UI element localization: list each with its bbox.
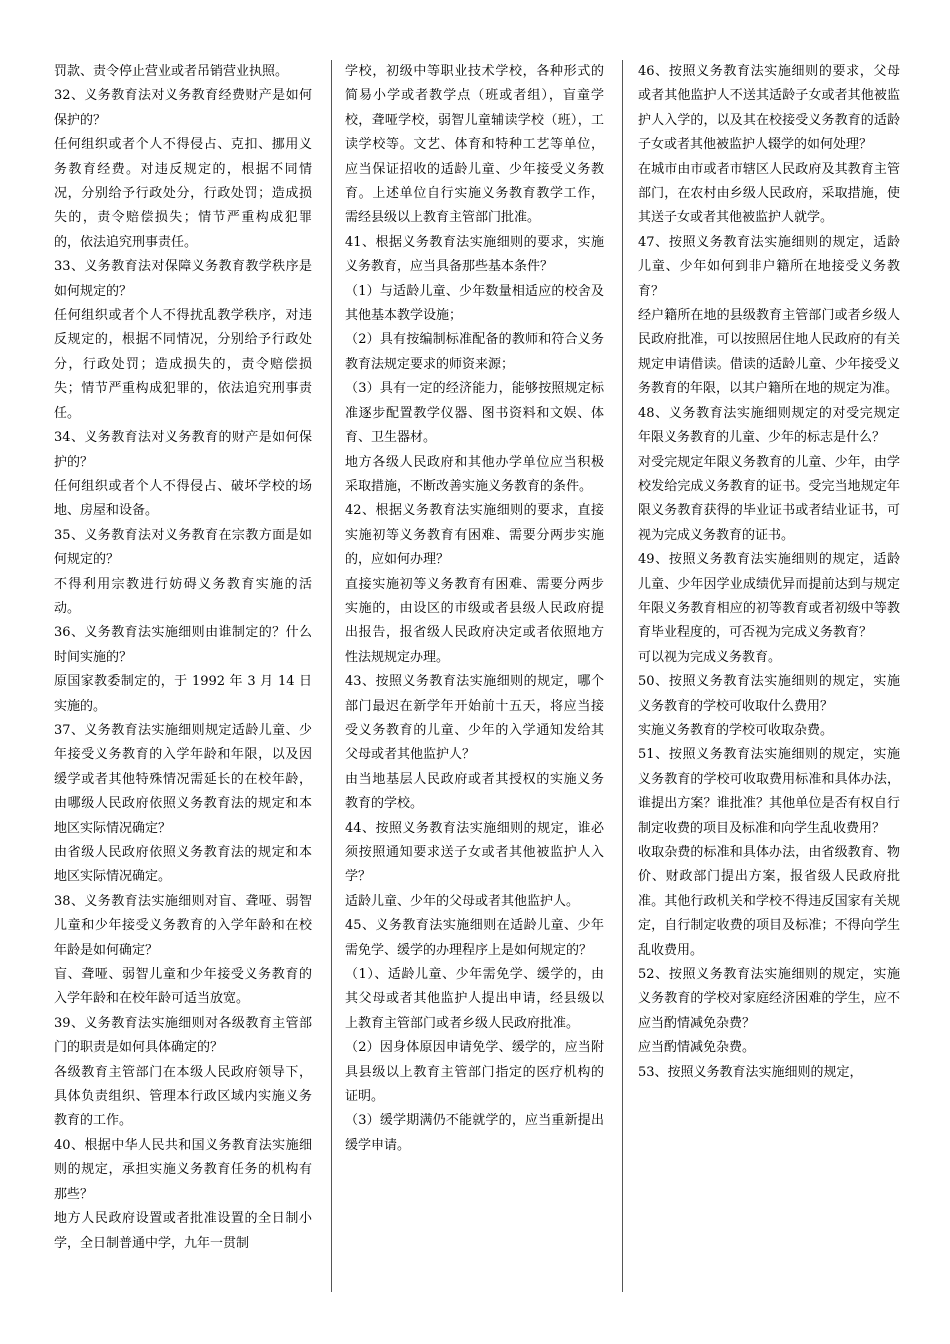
paragraph: 由省级人民政府依照义务教育法的规定和本地区实际情况确定。	[54, 845, 312, 885]
paragraph: （3）缓学期满仍不能就学的，应当重新提出缓学申请。	[345, 1113, 604, 1153]
paragraph: （1）、适龄儿童、少年需免学、缓学的，由其父母或者其他监护人提出申请，经县级以上教育主管部门或者乡级人民政府批准。	[345, 967, 604, 1031]
paragraph: 罚款、责令停止营业或者吊销营业执照。	[54, 64, 289, 79]
paragraph: （1）与适龄儿童、少年数量相适应的校舍及其他基本教学设施；	[345, 283, 604, 324]
paragraph: 50、按照义务教育法实施细则的规定，实施义务教育的学校可收取什么费用？	[638, 674, 900, 714]
paragraph: 53、按照义务教育法实施细则的规定，	[638, 1064, 863, 1080]
column-divider	[331, 60, 332, 1292]
paragraph: 51、按照义务教育法实施细则的规定，实施义务教育的学校可收取费用标准和具体办法，谁提出方案？谁批准？其他单位是否有权自行制定收费的项目及标准和向学生乱收费用？	[638, 747, 900, 836]
column-divider	[622, 60, 623, 1292]
text-column-left	[54, 60, 312, 1285]
paragraph: 49、按照义务教育法实施细则的规定，适龄儿童、少年因学业成绩优异而提前达到与规定年限义务教育相应的初等教育或者初级中等教育毕业程度的，可否视为完成义务教育？	[638, 552, 900, 641]
paragraph: （3）具有一定的经济能力，能够按照规定标准逐步配置教学仪器、图书资料和文娱、体育、卫生器材。	[345, 381, 604, 446]
paragraph: 43、按照义务教育法实施细则的规定，哪个部门最迟在新学年开始前十五天，将应当接受义务教育的儿童、少年的入学通知发给其父母或者其他监护人？	[345, 674, 604, 763]
paragraph: 35、义务教育法对义务教育在宗教方面是如何规定的？	[54, 527, 312, 568]
text-column-right	[638, 60, 900, 1285]
paragraph: 48、义务教育法实施细则规定的对受完规定年限义务教育的儿童、少年的标志是什么？	[638, 405, 900, 446]
paragraph: 地方人民政府设置或者批准设置的全日制小学，全日制普通中学，九年一贯制	[54, 1211, 312, 1251]
paragraph: 47、按照义务教育法实施细则的规定，适龄儿童、少年如何到非户籍所在地接受义务教育？	[638, 234, 900, 299]
paragraph: 任何组织或者个人不得侵占、破坏学校的场地、房屋和设备。	[54, 478, 312, 519]
paragraph: （2）因身体原因申请免学、缓学的，应当附具县级以上教育主管部门指定的医疗机构的证明。	[345, 1040, 604, 1105]
paragraph: （2）具有按编制标准配备的教师和符合义务教育法规定要求的师资来源；	[345, 332, 604, 372]
paragraph: 收取杂费的标准和具体办法，由省级教育、物价、财政部门提出方案，报省级人民政府批准。其他行政机关和学校不得违反国家有关规定，自行制定收费的项目及标准；不得向学生乱收费用。	[638, 845, 900, 958]
paragraph: 地方各级人民政府和其他办学单位应当积极采取措施，不断改善实施义务教育的条件。	[345, 454, 604, 494]
paragraph: 任何组织或者个人不得扰乱教学秩序，对违反规定的，根据不同情况，分别给予行政处分，行政处罚；造成损失的，责令赔偿损失；情节严重构成犯罪的，依法追究刑事责任。	[54, 308, 312, 421]
paragraph: 可以视为完成义务教育。	[638, 649, 782, 665]
paragraph: 36、义务教育法实施细则由谁制定的？什么时间实施的？	[54, 625, 312, 665]
paragraph: 经户籍所在地的县级教育主管部门或者乡级人民政府批准，可以按照居住地人民政府的有关规定申请借读。借读的适龄儿童、少年接受义务教育的年限，以其户籍所在地的规定为准。	[638, 308, 900, 397]
paragraph: 46、按照义务教育法实施细则的要求，父母或者其他监护人不送其适龄子女或者其他被监护人入学的，以及其在校接受义务教育的适龄子女或者其他被监护人辍学的如何处理？	[638, 64, 900, 153]
paragraph: 44、按照义务教育法实施细则的规定，谁必须按照通知要求送子女或者其他被监护人入学？	[345, 820, 604, 885]
paragraph: 盲、聋哑、弱智儿童和少年接受义务教育的入学年龄和在校年龄可适当放宽。	[54, 967, 312, 1007]
text-column-middle	[345, 60, 604, 1285]
paragraph: 实施义务教育的学校可收取杂费。	[638, 722, 834, 738]
paragraph: 41、根据义务教育法实施细则的要求，实施义务教育，应当具备那些基本条件？	[345, 234, 604, 275]
paragraph: 应当酌情减免杂费。	[638, 1040, 756, 1056]
paragraph: 45、义务教育法实施细则在适龄儿童、少年需免学、缓学的办理程序上是如何规定的？	[345, 918, 604, 958]
paragraph: 37、义务教育法实施细则规定适龄儿童、少年接受义务教育的入学年龄和年限，以及因缓学或者其他特殊情况需延长的在校年龄，由哪级人民政府依照义务教育法的规定和本地区实际情况确定？	[54, 722, 312, 836]
paragraph: 38、义务教育法实施细则对盲、聋哑、弱智儿童和少年接受义务教育的入学年龄和在校年龄是如何确定？	[54, 893, 312, 958]
paragraph: 适龄儿童、少年的父母或者其他监护人。	[345, 893, 580, 909]
paragraph: 对受完规定年限义务教育的儿童、少年，由学校发给完成义务教育的证书。受完当地规定年限义务教育获得的毕业证书或者结业证书，可视为完成义务教育的证书。	[638, 454, 900, 543]
paragraph: 32、义务教育法对义务教育经费财产是如何保护的？	[54, 88, 312, 128]
paragraph: 学校，初级中等职业技术学校，各种形式的简易小学或者教学点（班或者组），盲童学校，聋哑学校，弱智儿童辅读学校（班），工读学校等。文艺、体育和特种工艺等单位，应当保证招收的适龄儿童、少年接受义务教育。上述单位自行实施义务教育教学工作，需经县级以上教育主管部门批准。	[345, 64, 604, 226]
paragraph: 在城市由市或者市辖区人民政府及其教育主管部门，在农村由乡级人民政府，采取措施，使其送子女或者其他被监护人就学。	[638, 161, 900, 226]
paragraph: 由当地基层人民政府或者其授权的实施义务教育的学校。	[345, 771, 604, 812]
paragraph: 40、根据中华人民共和国义务教育法实施细则的规定，承担实施义务教育任务的机构有那些？	[54, 1137, 312, 1202]
paragraph: 39、义务教育法实施细则对各级教育主管部门的职责是如何具体确定的？	[54, 1015, 312, 1056]
paragraph: 52、按照义务教育法实施细则的规定，实施义务教育的学校对家庭经济困难的学生，应不应当酌情减免杂费？	[638, 967, 900, 1031]
paragraph: 任何组织或者个人不得侵占、克扣、挪用义务教育经费。对违反规定的，根据不同情况，分别给予行政处分，行政处罚；造成损失的，责令赔偿损失；情节严重构成犯罪的，依法追究刑事责任。	[54, 137, 312, 250]
paragraph: 42、根据义务教育法实施细则的要求，直接实施初等义务教育有困难、需要分两步实施的，应如何办理？	[345, 503, 604, 568]
paragraph: 直接实施初等义务教育有困难、需要分两步实施的，由设区的市级或者县级人民政府提出报告，报省级人民政府决定或者依照地方性法规规定办理。	[345, 576, 604, 665]
paragraph: 原国家教委制定的，于 1992 年 3 月 14 日实施的。	[54, 674, 312, 714]
paragraph: 34、义务教育法对义务教育的财产是如何保护的？	[54, 430, 312, 470]
paragraph: 33、义务教育法对保障义务教育教学秩序是如何规定的？	[54, 259, 312, 299]
paragraph: 不得利用宗教进行妨碍义务教育实施的活动。	[54, 576, 312, 616]
paragraph: 各级教育主管部门在本级人民政府领导下，具体负责组织、管理本行政区域内实施义务教育的工作。	[54, 1064, 312, 1129]
